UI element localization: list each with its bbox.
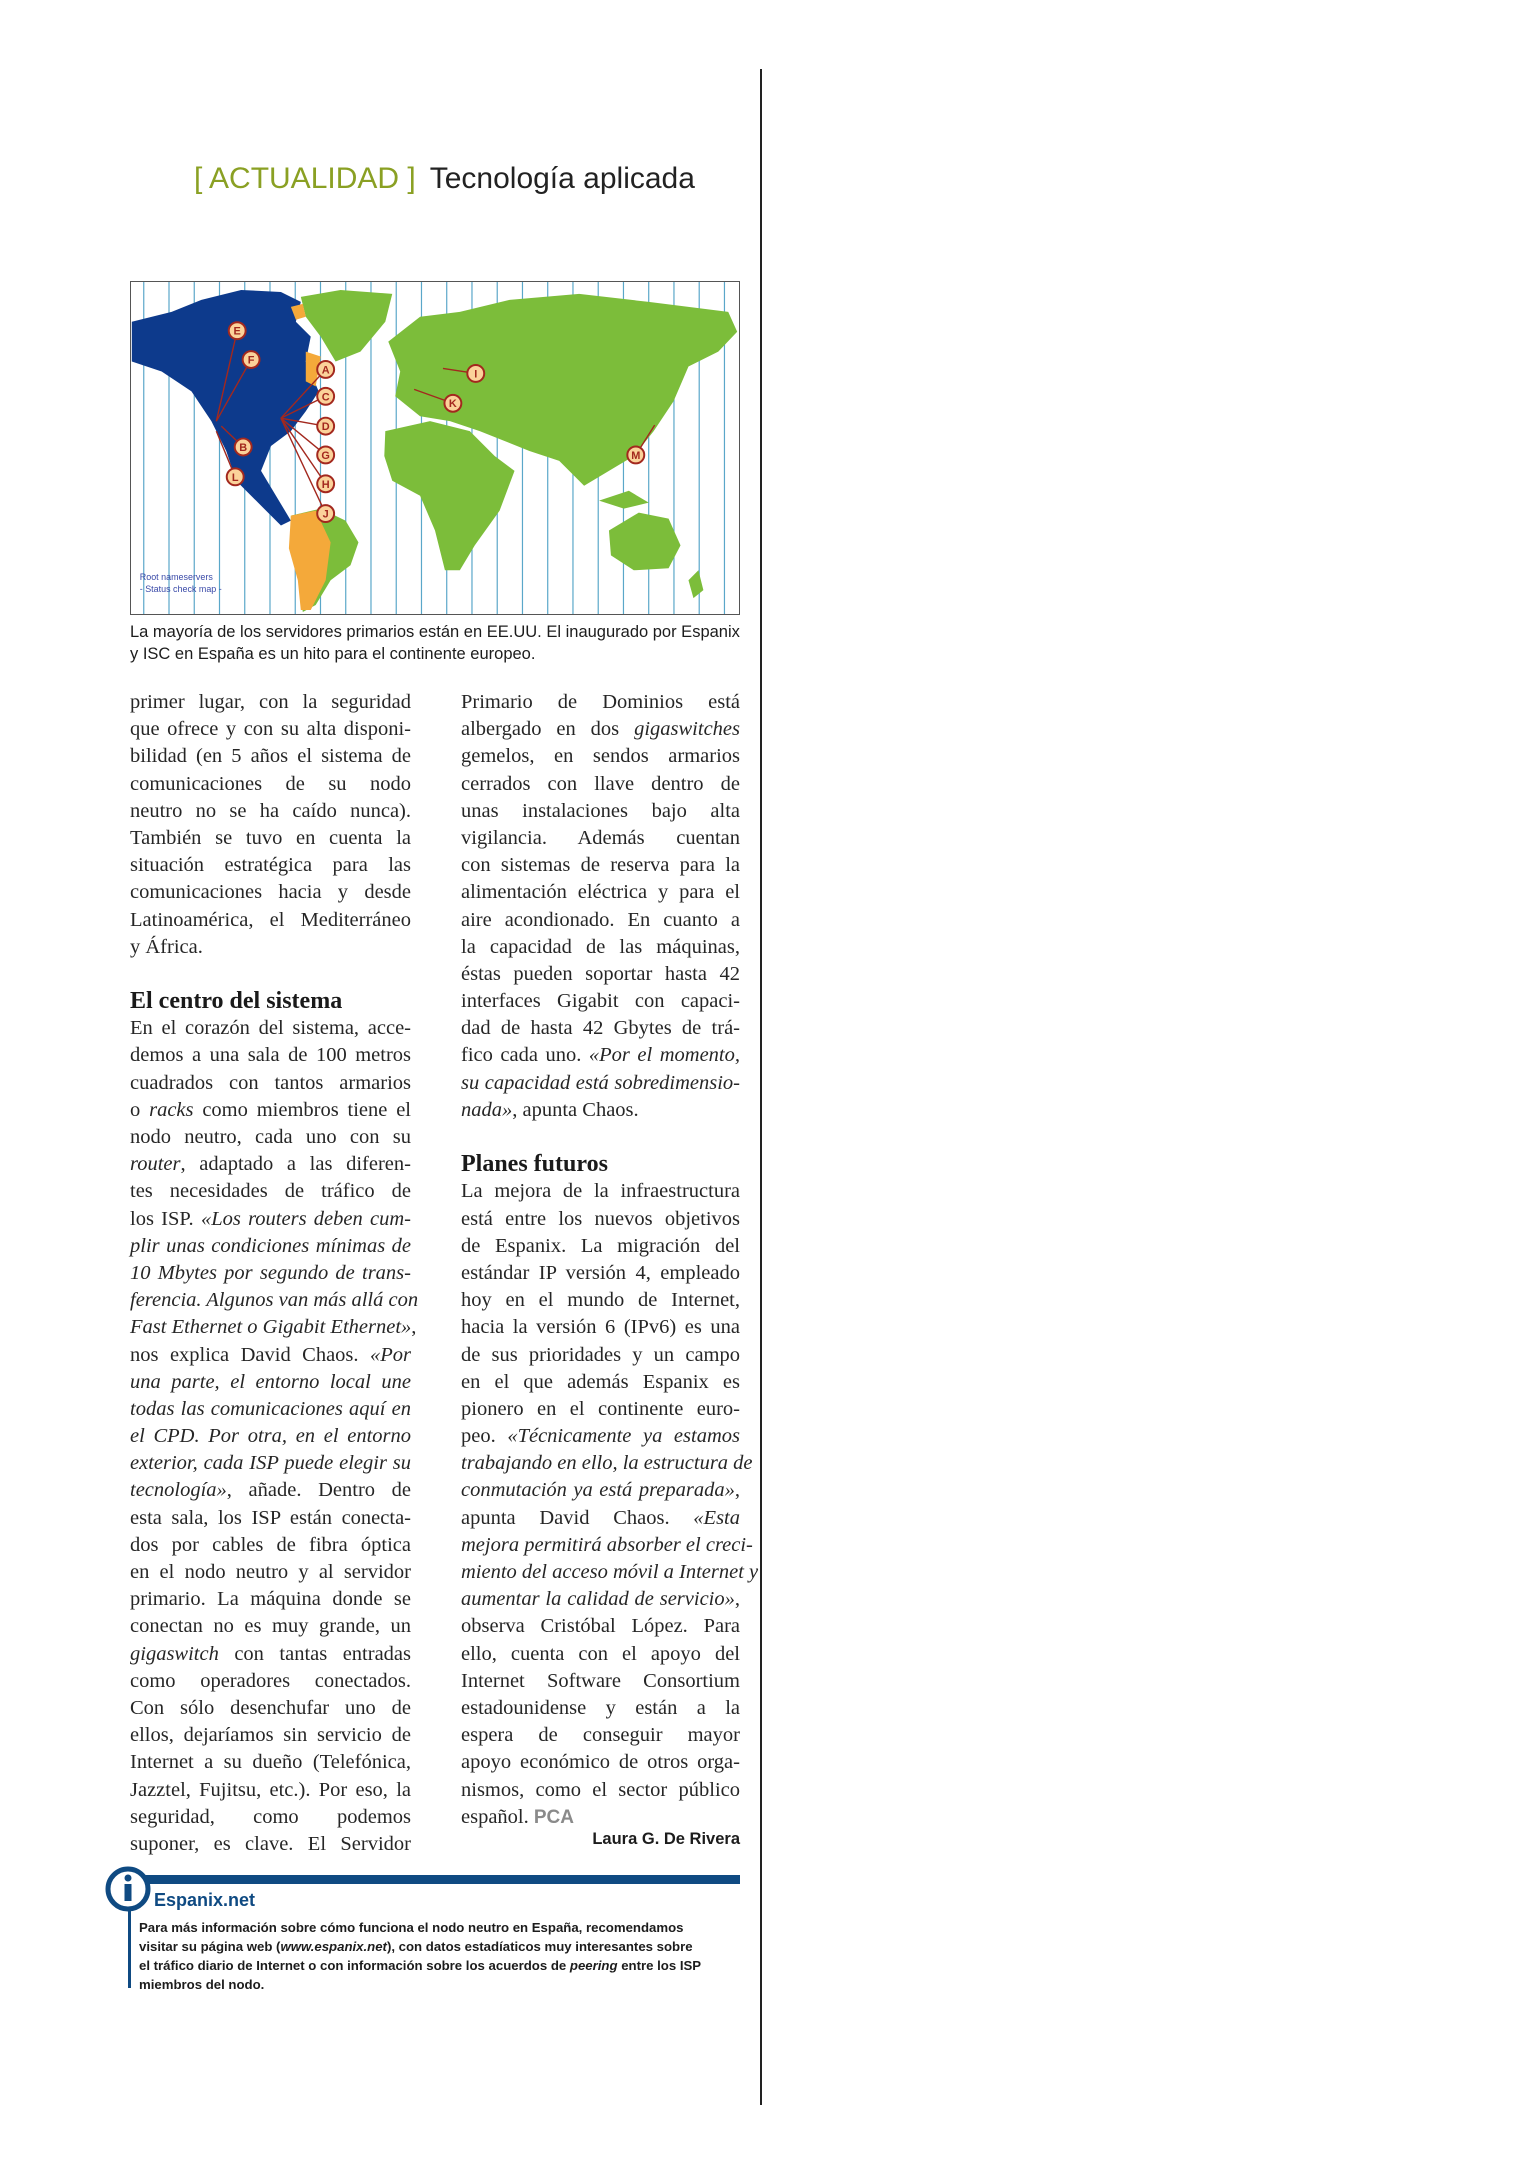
text-line <box>461 1586 740 1613</box>
text-run: su capacidad está sobredimensio- <box>461 1071 740 1094</box>
server-marker <box>317 361 334 378</box>
server-marker <box>317 475 334 492</box>
text-run: Internet Software Consortium <box>461 1669 740 1692</box>
text-line <box>461 1314 740 1341</box>
text-line <box>130 1314 417 1341</box>
text-line <box>130 1015 411 1042</box>
infobox-title: Espanix.net <box>154 1890 256 1910</box>
text-run: español. <box>461 1805 534 1828</box>
text-line <box>130 934 411 961</box>
text-run: conectan no es muy grande, un <box>130 1615 411 1638</box>
text-run: demos a una sala de 100 metros <box>130 1044 411 1067</box>
text-line <box>461 716 740 743</box>
text-line <box>130 1559 411 1586</box>
text-run: de sus prioridades y un campo <box>461 1343 740 1366</box>
text-line <box>130 1178 411 1205</box>
marker-label: C <box>321 391 330 404</box>
text-line <box>130 1749 411 1776</box>
text-line <box>130 689 411 716</box>
text-line <box>461 1423 740 1450</box>
section-label: [ ACTUALIDAD ] <box>194 162 416 195</box>
marker-label: H <box>321 478 330 491</box>
text-line <box>461 689 740 716</box>
text-run: primer lugar, con la seguridad <box>130 691 411 713</box>
text-run: comunicaciones hacia y desde <box>130 881 411 904</box>
text-line <box>130 1532 411 1559</box>
marker-label: G <box>321 449 330 462</box>
text-run: y África. <box>130 935 203 958</box>
text-line <box>461 1070 740 1097</box>
text-run: , <box>411 1316 417 1339</box>
marker-label: K <box>448 398 457 411</box>
text-run: , <box>734 1479 740 1502</box>
text-line <box>130 771 411 798</box>
text-line <box>461 1559 759 1586</box>
text-run: También se tuvo en cuenta la <box>130 826 411 849</box>
text-run: todas las comunicaciones aquí en <box>130 1397 411 1420</box>
marker-label: M <box>631 449 641 462</box>
australia-region <box>609 513 681 571</box>
text-run: Con sólo desenchufar uno de <box>130 1696 411 1719</box>
text-run: seguridad, como podemos <box>130 1805 411 1828</box>
text-run: «Por <box>370 1343 411 1366</box>
paragraph <box>130 1015 419 1858</box>
text-run: de Espanix. La migración del <box>461 1234 740 1257</box>
text-line <box>461 1369 740 1396</box>
text-run: como miembros tiene el <box>193 1098 412 1121</box>
text-run: Latinoamérica, el Mediterráneo <box>130 908 411 931</box>
text-run: www.espanix.net <box>280 1939 387 1954</box>
text-run: ferencia. Algunos van más allá con <box>130 1289 419 1312</box>
text-run: que ofrece y con su alta disponi- <box>130 718 411 741</box>
text-run: situación estratégica para las <box>130 854 411 877</box>
text-line <box>461 1613 740 1640</box>
text-run: gemelos, en sendos armarios <box>461 745 740 768</box>
text-run: ello, cuenta con el apoyo del <box>461 1642 740 1665</box>
text-line <box>130 1042 411 1069</box>
text-run: unas instalaciones bajo alta <box>461 799 740 822</box>
marker-label: D <box>321 421 330 434</box>
text-line <box>130 743 411 770</box>
text-run: miembros del nodo. <box>139 1977 265 1992</box>
text-line <box>461 1505 740 1532</box>
text-run: 10 Mbytes por segundo de trans- <box>130 1261 411 1284</box>
text-run: o <box>130 1098 150 1121</box>
text-run: «Esta <box>693 1506 740 1529</box>
text-line <box>461 934 740 961</box>
text-line <box>130 1641 411 1668</box>
text-line <box>130 1804 411 1831</box>
server-marker <box>627 447 644 464</box>
text-run: exterior, cada ISP puede elegir su <box>130 1452 411 1475</box>
text-line <box>461 1641 740 1668</box>
text-run: tes necesidades de tráfico de <box>130 1180 411 1203</box>
text-run: Para más información sobre cómo funciona el nodo neutro en España, recomendamos <box>139 1920 684 1935</box>
text-line <box>461 743 740 770</box>
text-run: hacia la versión 6 (IPv6) es una <box>461 1316 740 1339</box>
text-line <box>130 1450 411 1477</box>
text-line <box>130 1151 411 1178</box>
text-run: hoy en el mundo de Internet, <box>461 1289 740 1312</box>
text-run: gigaswitches <box>634 718 740 741</box>
text-line <box>461 1260 740 1287</box>
text-run: La mejora de la infraestructura <box>461 1180 740 1203</box>
text-run: Fast Ethernet o Gigabit Ethernet» <box>130 1316 412 1339</box>
text-run: Internet a su dueño (Telefónica, <box>130 1751 411 1774</box>
text-line <box>461 1668 740 1695</box>
text-line <box>130 1831 411 1858</box>
server-marker <box>317 447 334 464</box>
marker-label: I <box>474 368 478 381</box>
server-marker <box>467 365 484 382</box>
text-line <box>130 1233 411 1260</box>
column-divider <box>760 69 762 2105</box>
text-line <box>139 1937 749 1956</box>
text-line <box>130 1396 411 1423</box>
text-run: dos por cables de fibra óptica <box>130 1533 411 1556</box>
text-run: router <box>130 1153 181 1176</box>
text-run: , <box>734 1588 740 1611</box>
text-run: , añade. Dentro de <box>226 1479 411 1502</box>
text-line <box>461 771 740 798</box>
marker-label: L <box>231 471 239 484</box>
text-line <box>461 1233 740 1260</box>
text-line <box>130 1206 411 1233</box>
text-run: peering <box>569 1958 618 1973</box>
caption-line: y ISC en España es un hito para el continente europeo. <box>130 645 536 663</box>
text-run: como operadores conectados. <box>130 1669 411 1692</box>
text-run: Primario de Dominios está <box>461 691 740 713</box>
text-run: plir unas condiciones mínimas de <box>130 1234 411 1257</box>
marker-label: J <box>322 508 329 521</box>
text-line <box>461 1532 753 1559</box>
text-line <box>130 1423 411 1450</box>
subsection-label: Tecnología aplicada <box>429 162 695 195</box>
paragraph <box>130 689 411 961</box>
text-run: albergado en dos <box>461 718 635 741</box>
text-line <box>130 1477 411 1504</box>
text-run: esta sala, los ISP están conecta- <box>130 1506 411 1529</box>
section-header <box>194 162 695 196</box>
text-run: ellos, dejaríamos sin servicio de <box>130 1724 411 1747</box>
text-line <box>461 1777 740 1804</box>
marker-label: B <box>239 441 248 454</box>
text-run: dad de hasta 42 Gbytes de trá- <box>461 1017 740 1040</box>
author-byline: Laura G. De Rivera <box>592 1830 740 1848</box>
text-line <box>130 1097 411 1124</box>
text-line <box>461 1015 740 1042</box>
text-run: racks <box>149 1098 194 1121</box>
text-run: apunta David Chaos. <box>461 1506 694 1529</box>
text-line <box>461 852 740 879</box>
server-marker <box>227 468 244 485</box>
text-run: entre los ISP <box>617 1958 702 1973</box>
text-run: interfaces Gigabit con capaci- <box>461 990 740 1013</box>
article-column-left <box>130 689 419 1858</box>
infobox-rule <box>128 1906 131 1988</box>
text-run: mejora permitirá absorber el creci- <box>461 1533 753 1556</box>
text-line <box>461 907 740 934</box>
text-run: suponer, es clave. El Servidor <box>130 1832 411 1855</box>
paragraph <box>461 689 740 1124</box>
text-run: Jazztel, Fujitsu, etc.). Por eso, la <box>130 1778 411 1801</box>
text-run: «Los routers deben cum- <box>200 1207 411 1230</box>
text-run: nos explica David Chaos. <box>130 1343 370 1366</box>
text-line <box>461 1042 740 1069</box>
text-line <box>461 1342 740 1369</box>
text-line <box>130 1777 411 1804</box>
article-column-right <box>461 689 759 1831</box>
text-run: En el corazón del sistema, acce- <box>130 1017 411 1040</box>
text-line <box>130 1369 411 1396</box>
text-run: aire acondionado. En cuanto a <box>461 908 740 931</box>
text-line <box>461 1396 740 1423</box>
text-run: está entre los nuevos objetivos <box>461 1207 740 1230</box>
text-line <box>130 1260 411 1287</box>
text-line <box>130 852 411 879</box>
text-line <box>130 1342 411 1369</box>
server-marker <box>229 322 246 339</box>
text-line <box>130 1722 411 1749</box>
text-line <box>461 1287 740 1314</box>
world-map-image <box>131 282 739 614</box>
text-run: nodo neutro, cada uno con su <box>130 1126 411 1148</box>
text-line <box>130 825 411 852</box>
text-run: nismos, como el sector público <box>461 1778 740 1801</box>
marker-label: F <box>247 354 255 367</box>
text-run: espera de conseguir mayor <box>461 1724 740 1747</box>
text-line <box>130 1124 411 1151</box>
text-line <box>461 1450 753 1477</box>
text-run: cerrados con llave dentro de <box>461 772 740 795</box>
text-run: aumentar la calidad de servicio» <box>461 1588 735 1611</box>
server-marker <box>243 351 260 368</box>
text-line <box>461 1722 740 1749</box>
text-line <box>130 879 411 906</box>
text-run: bilidad (en 5 años el sistema de <box>130 745 411 768</box>
text-run: cuadrados con tantos armarios <box>130 1071 411 1094</box>
text-line <box>461 1804 740 1831</box>
server-marker <box>444 395 461 412</box>
text-line <box>130 1613 411 1640</box>
marker-label: E <box>233 325 241 338</box>
text-run: la capacidad de las máquinas, <box>461 935 740 958</box>
text-line <box>461 1477 740 1504</box>
text-run: éstas pueden soportar hasta 42 <box>461 962 740 985</box>
text-run: «Técnicamente ya estamos <box>507 1425 740 1448</box>
text-run: nada» <box>461 1098 513 1121</box>
text-run: trabajando en ello, la estructura de <box>461 1452 753 1475</box>
text-line <box>130 1070 411 1097</box>
text-line <box>130 1668 411 1695</box>
text-run: comunicaciones de su nodo <box>130 772 411 795</box>
text-run: estadounidense y están a la <box>461 1696 740 1719</box>
section-heading: El centro del sistema <box>130 988 343 1015</box>
root-nameservers-map <box>130 281 740 615</box>
text-line <box>461 879 740 906</box>
text-run: neutro no se ha caído nunca). <box>130 799 411 822</box>
text-line <box>139 1956 749 1975</box>
text-line <box>130 716 411 743</box>
section-heading: Planes futuros <box>461 1151 608 1178</box>
info-icon <box>104 1865 152 1913</box>
text-run: «Por el momento, <box>588 1044 740 1067</box>
text-line <box>461 961 740 988</box>
text-run: con sistemas de reserva para la <box>461 854 740 877</box>
text-line <box>130 798 411 825</box>
text-run: pionero en el continente euro- <box>461 1397 740 1420</box>
text-line <box>461 988 740 1015</box>
server-marker <box>317 388 334 405</box>
text-line <box>461 825 740 852</box>
text-line <box>461 1178 740 1205</box>
map-legend-line1: Root nameservers <box>139 572 213 583</box>
figure-caption <box>130 621 742 665</box>
text-line <box>139 1918 749 1937</box>
publication-mark: PCA <box>533 1806 574 1828</box>
text-run: peo. <box>461 1425 508 1448</box>
text-line <box>461 1695 740 1722</box>
text-run: alimentación eléctrica y para el <box>461 881 740 904</box>
africa-region <box>384 421 514 570</box>
text-line <box>130 1695 411 1722</box>
map-legend-line2: - Status check map - <box>139 584 222 595</box>
text-line <box>139 1975 749 1994</box>
marker-label: A <box>321 364 330 377</box>
text-run: el tráfico diario de Internet o con información sobre los acuerdos de <box>139 1958 570 1973</box>
text-run: en el que además Espanix es <box>461 1370 740 1393</box>
greenland-region <box>301 290 392 362</box>
text-run: el CPD. Por otra, en el entorno <box>130 1425 411 1448</box>
text-run: tecnología» <box>130 1479 227 1502</box>
caption-line: La mayoría de los servidores primarios están en EE.UU. El inaugurado por Espanix <box>130 623 740 641</box>
text-run: gigaswitch <box>130 1642 219 1665</box>
text-run: vigilancia. Además cuentan <box>461 826 740 849</box>
text-run: los ISP. <box>130 1207 201 1230</box>
text-run: fico cada uno. <box>461 1044 589 1067</box>
text-run: , apunta Chaos. <box>512 1098 639 1121</box>
text-run: una parte, el entorno local une <box>130 1370 411 1393</box>
server-marker <box>317 505 334 522</box>
text-run: apoyo económico de otros orga- <box>461 1751 740 1774</box>
text-line <box>130 1586 411 1613</box>
infobox-bar <box>139 1875 740 1884</box>
text-run: con tantas entradas <box>218 1642 411 1665</box>
text-line <box>461 1206 740 1233</box>
text-line <box>130 1505 411 1532</box>
text-run: observa Cristóbal López. Para <box>461 1615 740 1638</box>
text-run: miento del acceso móvil a Internet y <box>461 1561 759 1583</box>
text-run: ), con datos estadíaticos muy interesantes sobre <box>386 1939 693 1954</box>
text-line <box>130 907 411 934</box>
text-run: estándar IP versión 4, empleado <box>461 1261 740 1284</box>
infobox-text <box>139 1918 749 1994</box>
text-run: visitar su página web ( <box>139 1939 281 1954</box>
text-run: conmutación ya está preparada» <box>461 1479 735 1502</box>
text-line <box>461 798 740 825</box>
text-run: en el nodo neutro y al servidor <box>130 1561 411 1583</box>
server-marker <box>317 418 334 435</box>
text-line <box>461 1749 740 1776</box>
text-line <box>461 1097 740 1124</box>
text-run: , adaptado a las diferen- <box>180 1153 411 1176</box>
server-marker <box>235 439 252 456</box>
paragraph <box>461 1178 759 1831</box>
text-line <box>130 1287 419 1314</box>
text-run: primario. La máquina donde se <box>130 1588 411 1611</box>
